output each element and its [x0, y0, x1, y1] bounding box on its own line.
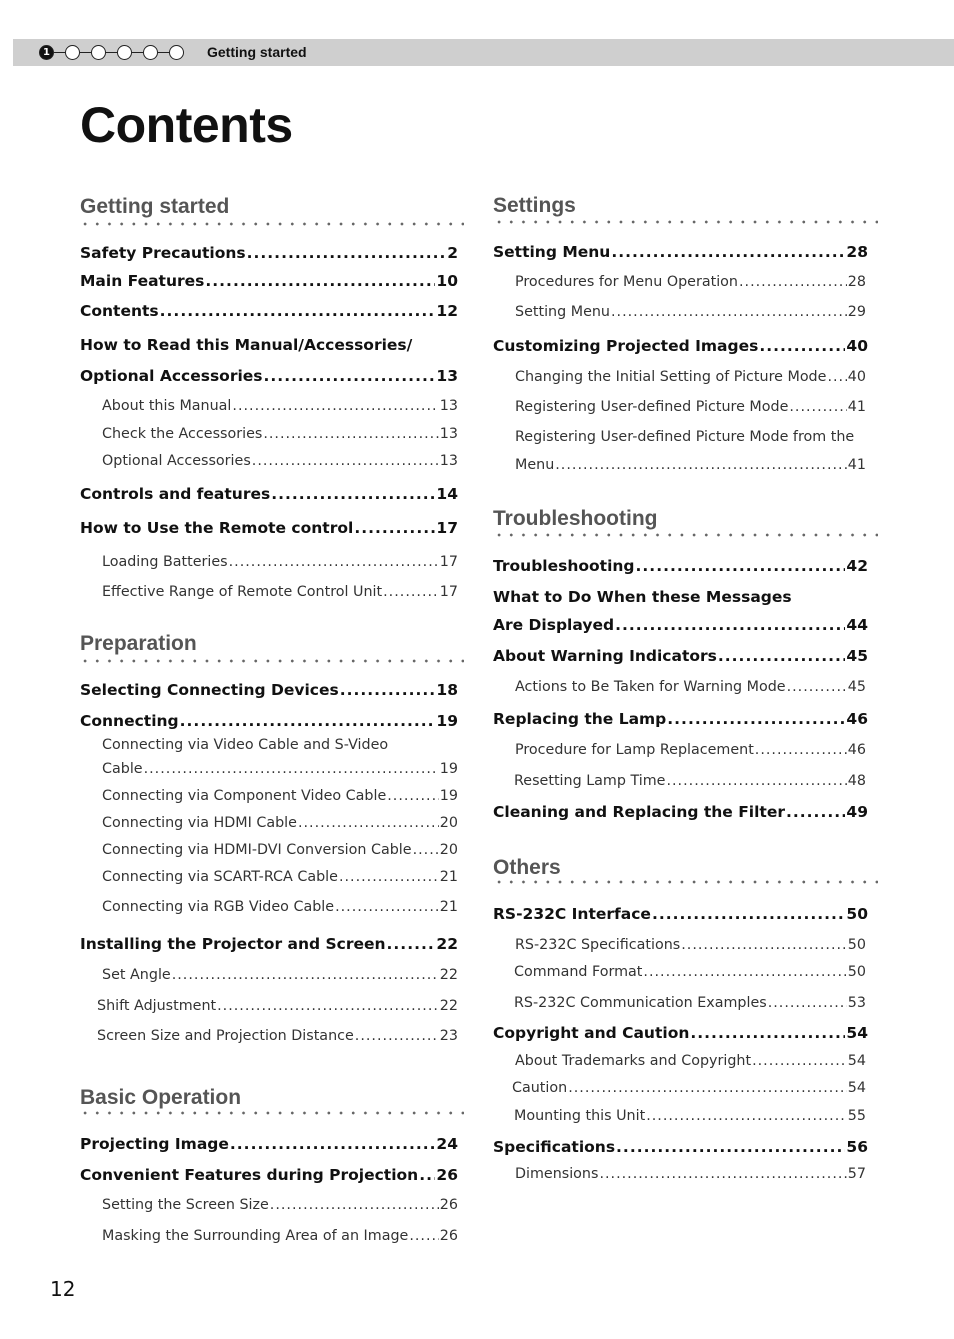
toc-subentry[interactable]: Procedures for Menu Operation ..... 28	[515, 274, 866, 290]
toc-subentry[interactable]: Procedure for Lamp Replacement ..... 46	[515, 742, 866, 758]
toc-subentry-line[interactable]: Connecting via Video Cable and S-Video	[102, 737, 389, 753]
section-divider	[493, 533, 878, 537]
toc-subentry-line[interactable]: Registering User-defined Picture Mode from the	[515, 429, 855, 445]
toc-entry[interactable]: Contents ..... 12	[80, 302, 458, 320]
chapter-marker	[65, 45, 80, 60]
toc-subentry[interactable]: Connecting via SCART-RCA Cable ..... 21	[102, 869, 458, 885]
chapter-header-bar	[13, 39, 954, 66]
toc-subentry[interactable]: RS-232C Specifications ..... 50	[515, 937, 866, 953]
section-heading: Troubleshooting	[493, 507, 658, 530]
toc-entry[interactable]: Replacing the Lamp ..... 46	[493, 710, 868, 728]
section-divider	[79, 1111, 464, 1115]
toc-subentry[interactable]: Loading Batteries ..... 17	[102, 554, 458, 570]
toc-entry[interactable]: Specifications ..... 56	[493, 1138, 868, 1156]
chapter-marker	[169, 45, 184, 60]
chapter-marker	[143, 45, 158, 60]
toc-entry[interactable]: Customizing Projected Images ..... 40	[493, 337, 868, 355]
toc-entry[interactable]: Selecting Connecting Devices ..... 18	[80, 681, 458, 699]
toc-subentry[interactable]: Optional Accessories ..... 13	[102, 453, 458, 469]
page-number: 12	[50, 1277, 76, 1301]
toc-entry[interactable]: Installing the Projector and Screen ..... 22	[80, 935, 458, 953]
toc-entry-line[interactable]: What to Do When these Messages	[493, 588, 792, 606]
toc-subentry[interactable]: Actions to Be Taken for Warning Mode ..... 45	[515, 679, 866, 695]
section-heading: Others	[493, 856, 561, 879]
toc-subentry[interactable]: Dimensions ..... 57	[515, 1166, 866, 1182]
toc-subentry[interactable]: Connecting via HDMI Cable ..... 20	[102, 815, 458, 831]
section-heading: Getting started	[80, 195, 230, 218]
toc-subentry[interactable]: Connecting via Component Video Cable ..... 19	[102, 788, 458, 804]
toc-entry[interactable]: Optional Accessories ..... 13	[80, 367, 458, 385]
chapter-marker	[91, 45, 106, 60]
chapter-marker	[117, 45, 132, 60]
page-title: Contents	[80, 97, 293, 153]
toc-subentry[interactable]: Resetting Lamp Time ..... 48	[514, 773, 866, 789]
toc-subentry[interactable]: Masking the Surrounding Area of an Image ..... 26	[102, 1228, 458, 1244]
toc-entry[interactable]: Safety Precautions ..... 2	[80, 244, 458, 262]
toc-entry[interactable]: Copyright and Caution ..... 54	[493, 1024, 868, 1042]
toc-subentry[interactable]: About this Manual ..... 13	[102, 398, 458, 414]
section-heading: Preparation	[80, 632, 197, 655]
toc-subentry[interactable]: Registering User-defined Picture Mode ..... 41	[515, 399, 866, 415]
toc-subentry[interactable]: Setting Menu ..... 29	[515, 304, 866, 320]
chapter-progress-indicator	[39, 45, 184, 60]
chapter-title: Getting started	[207, 44, 307, 60]
toc-entry-line[interactable]: How to Read this Manual/Accessories/	[80, 336, 413, 354]
toc-subentry[interactable]: Effective Range of Remote Control Unit ..... 17	[102, 584, 458, 600]
toc-subentry[interactable]: Mounting this Unit ..... 55	[514, 1108, 866, 1124]
section-divider	[493, 220, 878, 224]
toc-subentry[interactable]: Caution ..... 54	[512, 1080, 866, 1096]
toc-entry[interactable]: About Warning Indicators ..... 45	[493, 647, 868, 665]
section-divider	[493, 880, 878, 884]
toc-subentry[interactable]: Setting the Screen Size ..... 26	[102, 1197, 458, 1213]
toc-entry[interactable]: Main Features ..... 10	[80, 272, 458, 290]
toc-subentry[interactable]: Check the Accessories ..... 13	[102, 426, 458, 442]
toc-subentry[interactable]: Cable ..... 19	[102, 761, 458, 777]
toc-entry[interactable]: Setting Menu ..... 28	[493, 243, 868, 261]
toc-subentry[interactable]: About Trademarks and Copyright ..... 54	[515, 1053, 866, 1069]
toc-entry[interactable]: Convenient Features during Projection ..... 26	[80, 1166, 458, 1184]
toc-subentry[interactable]: Changing the Initial Setting of Picture Mode ..... 40	[515, 369, 866, 385]
toc-entry[interactable]: How to Use the Remote control ..... 17	[80, 519, 458, 537]
toc-subentry[interactable]: Set Angle ..... 22	[102, 967, 458, 983]
toc-entry[interactable]: Troubleshooting ..... 42	[493, 557, 868, 575]
toc-entry[interactable]: Are Displayed ..... 44	[493, 616, 868, 634]
toc-subentry[interactable]: Command Format ..... 50	[514, 964, 866, 980]
toc-subentry[interactable]: Shift Adjustment ..... 22	[97, 998, 458, 1014]
section-divider	[79, 659, 464, 663]
toc-subentry[interactable]: Menu ..... 41	[515, 457, 866, 473]
toc-entry[interactable]: Connecting ..... 19	[80, 712, 458, 730]
section-heading: Settings	[493, 194, 576, 217]
toc-subentry[interactable]: RS-232C Communication Examples ..... 53	[514, 995, 866, 1011]
toc-subentry[interactable]: Screen Size and Projection Distance ..... 23	[97, 1028, 458, 1044]
toc-subentry[interactable]: Connecting via RGB Video Cable ..... 21	[102, 899, 458, 915]
toc-entry[interactable]: Projecting Image ..... 24	[80, 1135, 458, 1153]
section-heading: Basic Operation	[80, 1086, 242, 1109]
toc-entry[interactable]: Controls and features ..... 14	[80, 485, 458, 503]
chapter-marker-active: 1	[39, 45, 54, 60]
toc-subentry[interactable]: Connecting via HDMI-DVI Conversion Cable ..... 20	[102, 842, 458, 858]
section-divider	[79, 222, 464, 226]
toc-entry[interactable]: Cleaning and Replacing the Filter ..... 49	[493, 803, 868, 821]
toc-entry[interactable]: RS-232C Interface ..... 50	[493, 905, 868, 923]
